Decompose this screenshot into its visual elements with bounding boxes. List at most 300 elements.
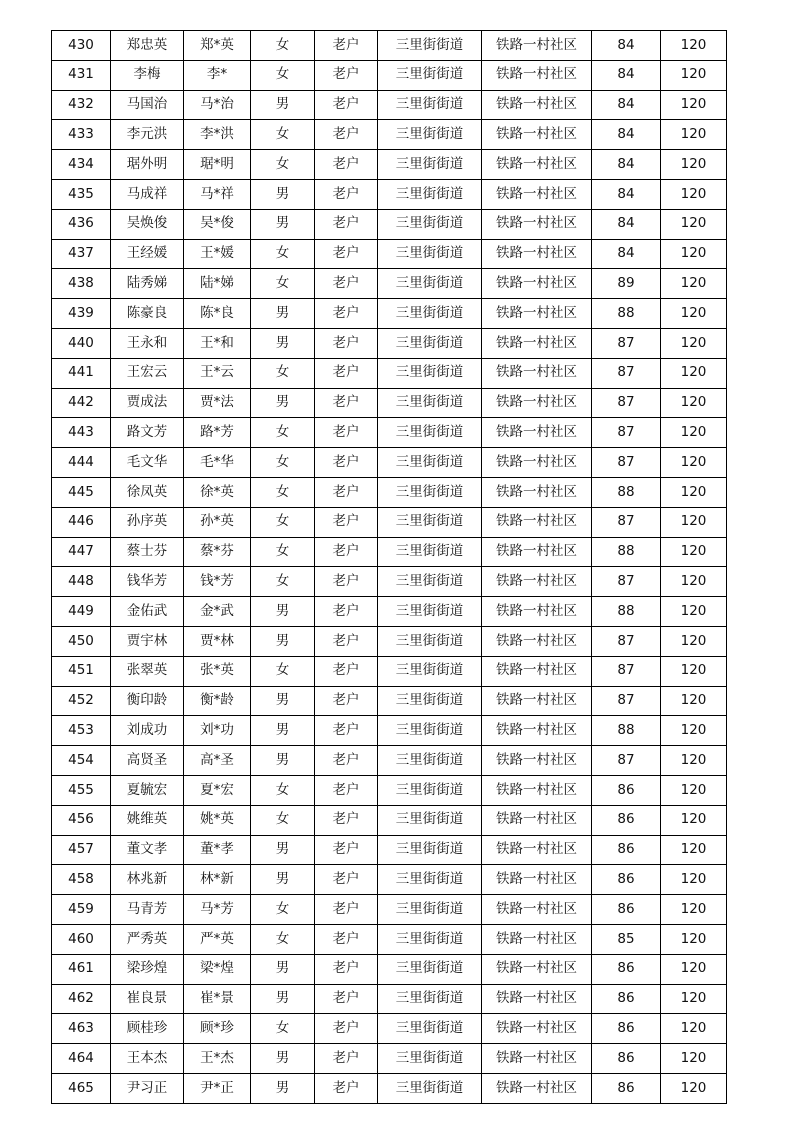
cell-row-number: 453 xyxy=(52,716,111,746)
cell-age: 89 xyxy=(592,269,661,299)
cell-amount: 120 xyxy=(661,1073,727,1103)
cell-household-type: 老户 xyxy=(315,954,378,984)
cell-age: 87 xyxy=(592,656,661,686)
cell-community: 铁路一村社区 xyxy=(482,805,592,835)
cell-masked-name: 尹*正 xyxy=(184,1073,251,1103)
cell-amount: 120 xyxy=(661,120,727,150)
cell-subdistrict: 三里街街道 xyxy=(378,656,482,686)
cell-masked-name: 高*圣 xyxy=(184,746,251,776)
cell-amount: 120 xyxy=(661,716,727,746)
cell-masked-name: 衡*龄 xyxy=(184,686,251,716)
cell-household-type: 老户 xyxy=(315,90,378,120)
cell-masked-name: 林*新 xyxy=(184,865,251,895)
cell-full-name: 王宏云 xyxy=(111,358,184,388)
cell-household-type: 老户 xyxy=(315,120,378,150)
cell-subdistrict: 三里街街道 xyxy=(378,150,482,180)
cell-masked-name: 梁*煌 xyxy=(184,954,251,984)
table-row xyxy=(52,746,727,776)
cell-community: 铁路一村社区 xyxy=(482,835,592,865)
cell-subdistrict: 三里街街道 xyxy=(378,239,482,269)
cell-full-name: 张翠英 xyxy=(111,656,184,686)
cell-row-number: 447 xyxy=(52,537,111,567)
cell-masked-name: 吴*俊 xyxy=(184,209,251,239)
cell-gender: 男 xyxy=(251,597,315,627)
cell-full-name: 马青芳 xyxy=(111,895,184,925)
cell-gender: 男 xyxy=(251,179,315,209)
cell-community: 铁路一村社区 xyxy=(482,865,592,895)
cell-subdistrict: 三里街街道 xyxy=(378,895,482,925)
roster-table xyxy=(51,30,727,1104)
cell-masked-name: 严*英 xyxy=(184,924,251,954)
cell-community: 铁路一村社区 xyxy=(482,418,592,448)
cell-masked-name: 张*英 xyxy=(184,656,251,686)
cell-full-name: 王永和 xyxy=(111,328,184,358)
cell-row-number: 439 xyxy=(52,299,111,329)
cell-amount: 120 xyxy=(661,209,727,239)
cell-subdistrict: 三里街街道 xyxy=(378,537,482,567)
table-row xyxy=(52,60,727,90)
cell-gender: 男 xyxy=(251,626,315,656)
cell-age: 87 xyxy=(592,746,661,776)
cell-age: 84 xyxy=(592,239,661,269)
table-row xyxy=(52,775,727,805)
cell-amount: 120 xyxy=(661,60,727,90)
cell-household-type: 老户 xyxy=(315,835,378,865)
cell-amount: 120 xyxy=(661,1044,727,1074)
cell-community: 铁路一村社区 xyxy=(482,954,592,984)
cell-masked-name: 崔*景 xyxy=(184,984,251,1014)
cell-row-number: 454 xyxy=(52,746,111,776)
cell-full-name: 严秀英 xyxy=(111,924,184,954)
table-row xyxy=(52,626,727,656)
cell-amount: 120 xyxy=(661,775,727,805)
cell-gender: 女 xyxy=(251,31,315,61)
cell-gender: 男 xyxy=(251,299,315,329)
cell-masked-name: 王*媛 xyxy=(184,239,251,269)
cell-full-name: 路文芳 xyxy=(111,418,184,448)
table-row xyxy=(52,269,727,299)
cell-masked-name: 顾*珍 xyxy=(184,1014,251,1044)
cell-household-type: 老户 xyxy=(315,239,378,269)
cell-gender: 女 xyxy=(251,120,315,150)
cell-community: 铁路一村社区 xyxy=(482,388,592,418)
cell-amount: 120 xyxy=(661,358,727,388)
cell-masked-name: 琚*明 xyxy=(184,150,251,180)
cell-age: 87 xyxy=(592,418,661,448)
cell-age: 84 xyxy=(592,60,661,90)
cell-full-name: 刘成功 xyxy=(111,716,184,746)
cell-household-type: 老户 xyxy=(315,60,378,90)
cell-age: 84 xyxy=(592,209,661,239)
cell-masked-name: 钱*芳 xyxy=(184,567,251,597)
cell-household-type: 老户 xyxy=(315,1073,378,1103)
cell-household-type: 老户 xyxy=(315,805,378,835)
cell-masked-name: 徐*英 xyxy=(184,477,251,507)
table-row xyxy=(52,90,727,120)
cell-household-type: 老户 xyxy=(315,865,378,895)
cell-gender: 女 xyxy=(251,269,315,299)
cell-row-number: 449 xyxy=(52,597,111,627)
cell-subdistrict: 三里街街道 xyxy=(378,120,482,150)
cell-community: 铁路一村社区 xyxy=(482,60,592,90)
table-row xyxy=(52,358,727,388)
table-row xyxy=(52,328,727,358)
cell-community: 铁路一村社区 xyxy=(482,686,592,716)
cell-community: 铁路一村社区 xyxy=(482,328,592,358)
cell-gender: 女 xyxy=(251,418,315,448)
cell-household-type: 老户 xyxy=(315,328,378,358)
cell-subdistrict: 三里街街道 xyxy=(378,60,482,90)
cell-household-type: 老户 xyxy=(315,895,378,925)
table-row xyxy=(52,835,727,865)
cell-masked-name: 李*洪 xyxy=(184,120,251,150)
cell-subdistrict: 三里街街道 xyxy=(378,597,482,627)
cell-gender: 女 xyxy=(251,537,315,567)
cell-household-type: 老户 xyxy=(315,1014,378,1044)
cell-gender: 男 xyxy=(251,1073,315,1103)
cell-age: 88 xyxy=(592,477,661,507)
table-row xyxy=(52,477,727,507)
cell-masked-name: 贾*林 xyxy=(184,626,251,656)
cell-row-number: 435 xyxy=(52,179,111,209)
cell-subdistrict: 三里街街道 xyxy=(378,924,482,954)
cell-age: 87 xyxy=(592,358,661,388)
cell-household-type: 老户 xyxy=(315,269,378,299)
cell-masked-name: 马*芳 xyxy=(184,895,251,925)
cell-row-number: 459 xyxy=(52,895,111,925)
cell-age: 87 xyxy=(592,567,661,597)
cell-subdistrict: 三里街街道 xyxy=(378,328,482,358)
cell-full-name: 徐凤英 xyxy=(111,477,184,507)
table-row xyxy=(52,984,727,1014)
cell-age: 84 xyxy=(592,90,661,120)
cell-masked-name: 姚*英 xyxy=(184,805,251,835)
cell-row-number: 464 xyxy=(52,1044,111,1074)
cell-row-number: 455 xyxy=(52,775,111,805)
cell-subdistrict: 三里街街道 xyxy=(378,269,482,299)
cell-masked-name: 金*武 xyxy=(184,597,251,627)
cell-gender: 男 xyxy=(251,746,315,776)
cell-subdistrict: 三里街街道 xyxy=(378,865,482,895)
cell-masked-name: 贾*法 xyxy=(184,388,251,418)
cell-amount: 120 xyxy=(661,179,727,209)
cell-amount: 120 xyxy=(661,448,727,478)
cell-amount: 120 xyxy=(661,567,727,597)
cell-row-number: 444 xyxy=(52,448,111,478)
cell-masked-name: 陈*良 xyxy=(184,299,251,329)
cell-full-name: 吴焕俊 xyxy=(111,209,184,239)
table-row xyxy=(52,507,727,537)
cell-row-number: 446 xyxy=(52,507,111,537)
cell-subdistrict: 三里街街道 xyxy=(378,954,482,984)
cell-full-name: 林兆新 xyxy=(111,865,184,895)
cell-row-number: 463 xyxy=(52,1014,111,1044)
cell-gender: 男 xyxy=(251,865,315,895)
cell-gender: 女 xyxy=(251,895,315,925)
cell-full-name: 顾桂珍 xyxy=(111,1014,184,1044)
cell-amount: 120 xyxy=(661,805,727,835)
cell-age: 86 xyxy=(592,984,661,1014)
cell-amount: 120 xyxy=(661,835,727,865)
cell-gender: 男 xyxy=(251,686,315,716)
cell-gender: 女 xyxy=(251,60,315,90)
cell-subdistrict: 三里街街道 xyxy=(378,716,482,746)
cell-gender: 女 xyxy=(251,924,315,954)
cell-row-number: 452 xyxy=(52,686,111,716)
cell-gender: 女 xyxy=(251,507,315,537)
table-row xyxy=(52,448,727,478)
cell-row-number: 430 xyxy=(52,31,111,61)
cell-gender: 男 xyxy=(251,984,315,1014)
cell-household-type: 老户 xyxy=(315,924,378,954)
cell-subdistrict: 三里街街道 xyxy=(378,835,482,865)
cell-row-number: 457 xyxy=(52,835,111,865)
cell-household-type: 老户 xyxy=(315,537,378,567)
cell-amount: 120 xyxy=(661,507,727,537)
cell-household-type: 老户 xyxy=(315,567,378,597)
cell-household-type: 老户 xyxy=(315,299,378,329)
table-row xyxy=(52,209,727,239)
cell-row-number: 432 xyxy=(52,90,111,120)
cell-full-name: 梁珍煌 xyxy=(111,954,184,984)
cell-masked-name: 马*治 xyxy=(184,90,251,120)
table-row xyxy=(52,716,727,746)
table-row xyxy=(52,895,727,925)
cell-household-type: 老户 xyxy=(315,746,378,776)
table-row xyxy=(52,567,727,597)
cell-amount: 120 xyxy=(661,746,727,776)
cell-row-number: 458 xyxy=(52,865,111,895)
cell-full-name: 夏毓宏 xyxy=(111,775,184,805)
cell-age: 84 xyxy=(592,179,661,209)
table-row xyxy=(52,924,727,954)
cell-row-number: 448 xyxy=(52,567,111,597)
table-row xyxy=(52,239,727,269)
cell-full-name: 金佑武 xyxy=(111,597,184,627)
cell-gender: 男 xyxy=(251,328,315,358)
cell-full-name: 贾宇林 xyxy=(111,626,184,656)
cell-full-name: 董文孝 xyxy=(111,835,184,865)
cell-row-number: 437 xyxy=(52,239,111,269)
cell-age: 86 xyxy=(592,1014,661,1044)
cell-masked-name: 王*和 xyxy=(184,328,251,358)
cell-subdistrict: 三里街街道 xyxy=(378,31,482,61)
cell-full-name: 高贤圣 xyxy=(111,746,184,776)
cell-community: 铁路一村社区 xyxy=(482,120,592,150)
cell-row-number: 443 xyxy=(52,418,111,448)
cell-row-number: 441 xyxy=(52,358,111,388)
table-row xyxy=(52,150,727,180)
cell-subdistrict: 三里街街道 xyxy=(378,1073,482,1103)
cell-gender: 女 xyxy=(251,805,315,835)
cell-community: 铁路一村社区 xyxy=(482,597,592,627)
cell-row-number: 451 xyxy=(52,656,111,686)
cell-household-type: 老户 xyxy=(315,179,378,209)
cell-full-name: 姚维英 xyxy=(111,805,184,835)
cell-full-name: 贾成法 xyxy=(111,388,184,418)
table-row xyxy=(52,179,727,209)
cell-amount: 120 xyxy=(661,895,727,925)
cell-full-name: 毛文华 xyxy=(111,448,184,478)
cell-gender: 女 xyxy=(251,567,315,597)
cell-amount: 120 xyxy=(661,31,727,61)
cell-community: 铁路一村社区 xyxy=(482,626,592,656)
cell-community: 铁路一村社区 xyxy=(482,746,592,776)
cell-household-type: 老户 xyxy=(315,507,378,537)
cell-community: 铁路一村社区 xyxy=(482,1044,592,1074)
cell-community: 铁路一村社区 xyxy=(482,239,592,269)
cell-subdistrict: 三里街街道 xyxy=(378,507,482,537)
cell-subdistrict: 三里街街道 xyxy=(378,1014,482,1044)
cell-age: 84 xyxy=(592,120,661,150)
cell-masked-name: 毛*华 xyxy=(184,448,251,478)
table-row xyxy=(52,1044,727,1074)
cell-row-number: 445 xyxy=(52,477,111,507)
cell-subdistrict: 三里街街道 xyxy=(378,358,482,388)
cell-age: 87 xyxy=(592,686,661,716)
table-row xyxy=(52,954,727,984)
cell-household-type: 老户 xyxy=(315,358,378,388)
cell-row-number: 431 xyxy=(52,60,111,90)
cell-age: 88 xyxy=(592,299,661,329)
cell-amount: 120 xyxy=(661,239,727,269)
cell-subdistrict: 三里街街道 xyxy=(378,686,482,716)
cell-full-name: 李元洪 xyxy=(111,120,184,150)
cell-subdistrict: 三里街街道 xyxy=(378,179,482,209)
cell-community: 铁路一村社区 xyxy=(482,448,592,478)
cell-community: 铁路一村社区 xyxy=(482,477,592,507)
cell-household-type: 老户 xyxy=(315,686,378,716)
cell-age: 86 xyxy=(592,835,661,865)
cell-household-type: 老户 xyxy=(315,31,378,61)
table-row xyxy=(52,388,727,418)
cell-household-type: 老户 xyxy=(315,597,378,627)
cell-community: 铁路一村社区 xyxy=(482,924,592,954)
cell-subdistrict: 三里街街道 xyxy=(378,775,482,805)
cell-age: 86 xyxy=(592,895,661,925)
cell-age: 86 xyxy=(592,1044,661,1074)
cell-age: 86 xyxy=(592,805,661,835)
cell-amount: 120 xyxy=(661,150,727,180)
cell-full-name: 陈豪良 xyxy=(111,299,184,329)
cell-row-number: 460 xyxy=(52,924,111,954)
cell-full-name: 陆秀娣 xyxy=(111,269,184,299)
cell-community: 铁路一村社区 xyxy=(482,358,592,388)
cell-subdistrict: 三里街街道 xyxy=(378,567,482,597)
cell-row-number: 461 xyxy=(52,954,111,984)
cell-age: 87 xyxy=(592,388,661,418)
cell-age: 88 xyxy=(592,716,661,746)
cell-subdistrict: 三里街街道 xyxy=(378,746,482,776)
cell-age: 87 xyxy=(592,448,661,478)
cell-household-type: 老户 xyxy=(315,775,378,805)
cell-gender: 女 xyxy=(251,1014,315,1044)
cell-row-number: 465 xyxy=(52,1073,111,1103)
cell-subdistrict: 三里街街道 xyxy=(378,448,482,478)
cell-household-type: 老户 xyxy=(315,984,378,1014)
cell-gender: 男 xyxy=(251,209,315,239)
cell-full-name: 崔良景 xyxy=(111,984,184,1014)
cell-amount: 120 xyxy=(661,984,727,1014)
cell-community: 铁路一村社区 xyxy=(482,299,592,329)
cell-gender: 男 xyxy=(251,954,315,984)
cell-community: 铁路一村社区 xyxy=(482,507,592,537)
table-row xyxy=(52,31,727,61)
table-row xyxy=(52,686,727,716)
cell-community: 铁路一村社区 xyxy=(482,895,592,925)
cell-full-name: 琚外明 xyxy=(111,150,184,180)
table-row xyxy=(52,805,727,835)
cell-household-type: 老户 xyxy=(315,716,378,746)
cell-subdistrict: 三里街街道 xyxy=(378,299,482,329)
cell-household-type: 老户 xyxy=(315,209,378,239)
cell-masked-name: 马*祥 xyxy=(184,179,251,209)
cell-age: 86 xyxy=(592,1073,661,1103)
table-row xyxy=(52,597,727,627)
cell-row-number: 462 xyxy=(52,984,111,1014)
cell-masked-name: 郑*英 xyxy=(184,31,251,61)
cell-amount: 120 xyxy=(661,954,727,984)
cell-masked-name: 路*芳 xyxy=(184,418,251,448)
cell-subdistrict: 三里街街道 xyxy=(378,90,482,120)
cell-masked-name: 孙*英 xyxy=(184,507,251,537)
cell-household-type: 老户 xyxy=(315,626,378,656)
cell-full-name: 孙序英 xyxy=(111,507,184,537)
cell-row-number: 450 xyxy=(52,626,111,656)
cell-full-name: 王本杰 xyxy=(111,1044,184,1074)
cell-row-number: 438 xyxy=(52,269,111,299)
cell-community: 铁路一村社区 xyxy=(482,209,592,239)
cell-household-type: 老户 xyxy=(315,150,378,180)
cell-community: 铁路一村社区 xyxy=(482,775,592,805)
cell-community: 铁路一村社区 xyxy=(482,716,592,746)
cell-gender: 男 xyxy=(251,835,315,865)
cell-row-number: 433 xyxy=(52,120,111,150)
table-row xyxy=(52,537,727,567)
cell-subdistrict: 三里街街道 xyxy=(378,626,482,656)
cell-amount: 120 xyxy=(661,537,727,567)
cell-subdistrict: 三里街街道 xyxy=(378,209,482,239)
cell-amount: 120 xyxy=(661,90,727,120)
cell-age: 84 xyxy=(592,31,661,61)
cell-full-name: 尹习正 xyxy=(111,1073,184,1103)
cell-community: 铁路一村社区 xyxy=(482,984,592,1014)
table-row xyxy=(52,1014,727,1044)
cell-amount: 120 xyxy=(661,656,727,686)
cell-household-type: 老户 xyxy=(315,477,378,507)
cell-community: 铁路一村社区 xyxy=(482,269,592,299)
cell-amount: 120 xyxy=(661,299,727,329)
cell-age: 88 xyxy=(592,597,661,627)
cell-row-number: 456 xyxy=(52,805,111,835)
cell-age: 87 xyxy=(592,626,661,656)
cell-household-type: 老户 xyxy=(315,388,378,418)
cell-full-name: 马国治 xyxy=(111,90,184,120)
cell-amount: 120 xyxy=(661,418,727,448)
cell-gender: 男 xyxy=(251,716,315,746)
cell-age: 87 xyxy=(592,507,661,537)
cell-amount: 120 xyxy=(661,388,727,418)
cell-amount: 120 xyxy=(661,328,727,358)
cell-full-name: 王经媛 xyxy=(111,239,184,269)
cell-gender: 女 xyxy=(251,150,315,180)
cell-subdistrict: 三里街街道 xyxy=(378,477,482,507)
cell-subdistrict: 三里街街道 xyxy=(378,1044,482,1074)
cell-amount: 120 xyxy=(661,626,727,656)
cell-gender: 男 xyxy=(251,90,315,120)
cell-amount: 120 xyxy=(661,686,727,716)
cell-age: 86 xyxy=(592,775,661,805)
